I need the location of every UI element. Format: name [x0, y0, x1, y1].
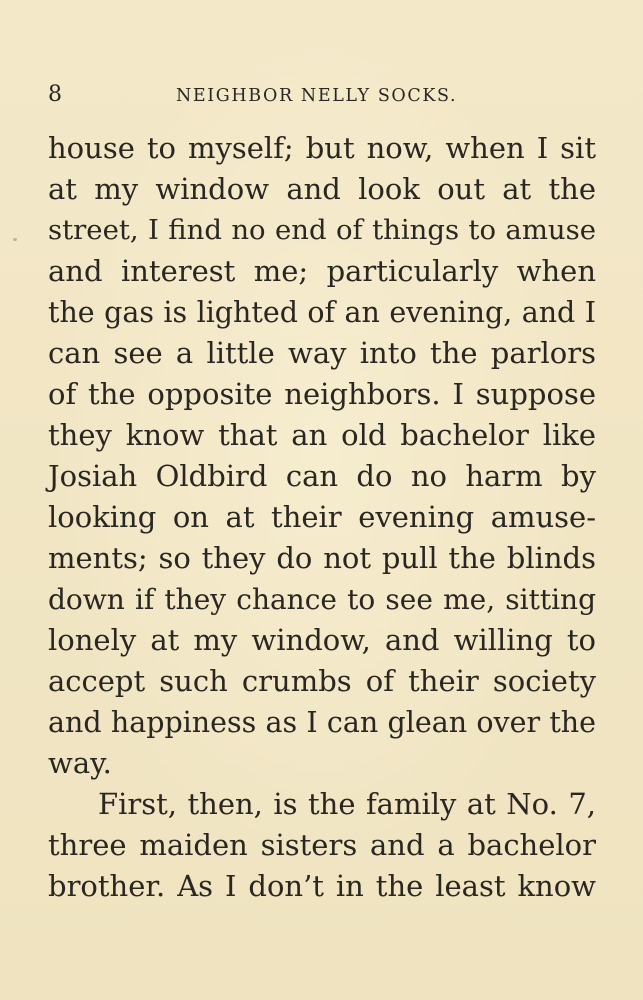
body-text — [48, 128, 596, 907]
text-line: house to myself; but now, when I sit — [48, 131, 596, 165]
paper-speck — [13, 238, 17, 241]
text-line: and interest me; particularly when — [48, 254, 596, 288]
paragraph-1 — [48, 128, 596, 784]
text-line: of the opposite neighbors. I suppose — [48, 377, 596, 411]
paragraph-2 — [48, 784, 596, 907]
text-line: Josiah Oldbird can do no harm by — [48, 459, 596, 493]
text-line: brother. As I don’t in the least know — [48, 869, 596, 903]
text-line: can see a little way into the parlors — [48, 336, 596, 370]
text-line: at my window and look out at the — [48, 172, 596, 206]
text-line: they know that an old bachelor like — [48, 418, 596, 452]
text-line: lonely at my window, and willing to — [48, 623, 596, 657]
text-line: looking on at their evening amuse- — [48, 500, 596, 534]
text-line: the gas is lighted of an evening, and I — [48, 296, 596, 329]
text-line: street, I find no end of things to amuse — [48, 214, 596, 246]
running-head — [48, 82, 596, 108]
text-line: way. — [48, 746, 112, 780]
text-line: accept such crumbs of their society — [48, 664, 596, 698]
text-line: ments; so they do not pull the blinds — [48, 541, 596, 575]
text-line: down if they chance to see me, sitting — [48, 583, 596, 616]
text-line: three maiden sisters and a bachelor — [48, 828, 596, 862]
text-line: and happiness as I can glean over the — [48, 706, 596, 739]
page-number: 8 — [48, 82, 63, 107]
running-title: NEIGHBOR NELLY SOCKS. — [176, 86, 458, 106]
text-line: First, then, is the family at No. 7, — [98, 787, 596, 821]
